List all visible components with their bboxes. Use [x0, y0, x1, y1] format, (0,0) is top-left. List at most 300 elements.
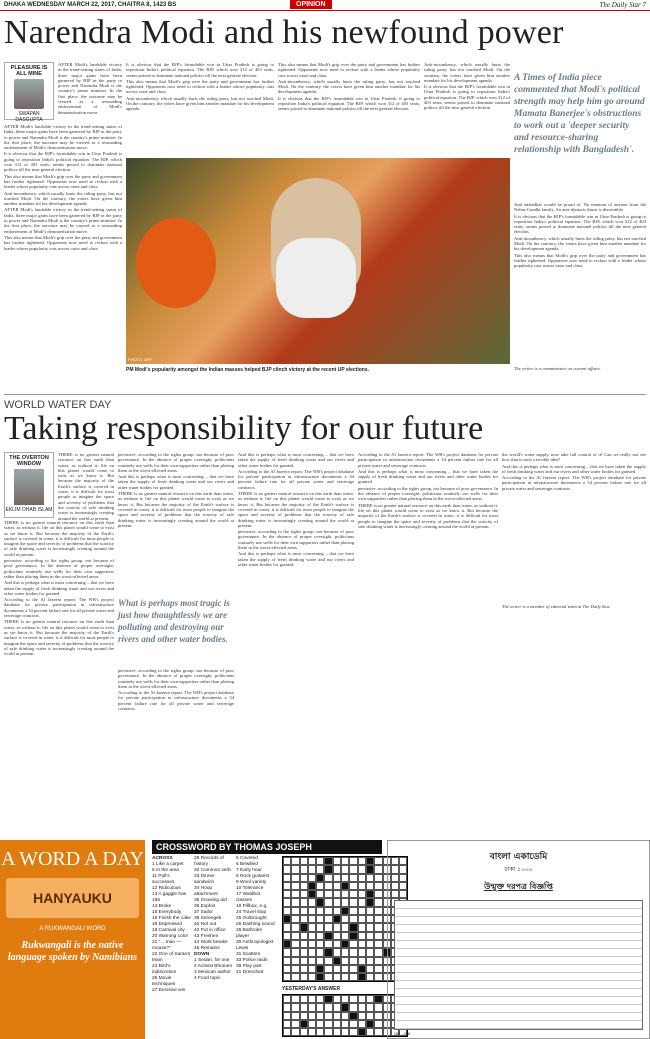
yesterday-title: YESTERDAY'S ANSWER [282, 986, 341, 992]
clue: 6 In the area [152, 868, 179, 873]
grid-cell[interactable] [291, 932, 299, 940]
answer-cell [324, 1003, 332, 1011]
clue: 19 Carnival city [152, 928, 185, 933]
bjp-sign [136, 218, 216, 308]
grid-cell[interactable] [349, 965, 357, 973]
grid-cell[interactable] [316, 923, 324, 931]
crossword-title: CROSSWORD BY THOMAS JOSEPH [152, 840, 382, 854]
grid-cell[interactable] [291, 973, 299, 981]
answer-cell [366, 1012, 374, 1020]
grid-cell[interactable] [316, 865, 324, 873]
answer-cell [316, 1028, 324, 1036]
grid-cell[interactable] [300, 932, 308, 940]
answer-cell [333, 1020, 341, 1028]
grid-cell[interactable] [300, 890, 308, 898]
answer-cell [300, 1012, 308, 1020]
grid-cell[interactable] [374, 948, 382, 956]
author-photo [14, 79, 44, 109]
clue: 4 Food topic [194, 976, 221, 981]
grid-cell[interactable] [366, 898, 374, 906]
grid-cell[interactable] [300, 923, 308, 931]
answer-cell [349, 1003, 357, 1011]
grid-cell[interactable] [358, 965, 366, 973]
clue: 28 Bathrobe player [236, 928, 263, 939]
grid-cell[interactable] [300, 898, 308, 906]
clue: 1 Like a carpet [152, 862, 184, 867]
grid-cell[interactable] [358, 857, 366, 865]
grid-cell[interactable] [333, 857, 341, 865]
grid-cell[interactable] [374, 915, 382, 923]
grid-cell[interactable] [341, 940, 349, 948]
grid-cell[interactable] [333, 907, 341, 915]
clue: 38 Serengeti [194, 916, 222, 921]
grid-cell[interactable] [308, 865, 316, 873]
grid-cell[interactable] [324, 915, 332, 923]
grid-cell[interactable] [374, 857, 382, 865]
grid-cell[interactable] [324, 898, 332, 906]
answer-cell [341, 1012, 349, 1020]
clue: 1 Sedan, for one [194, 958, 230, 963]
grid-cell[interactable] [283, 965, 291, 973]
grid-cell[interactable] [341, 965, 349, 973]
clue: 8 Rock guitarist [236, 874, 270, 879]
grid-cell[interactable] [283, 890, 291, 898]
answer-cell [366, 1028, 374, 1036]
grid-cell[interactable] [283, 865, 291, 873]
grid-cell[interactable] [291, 865, 299, 873]
grid-cell[interactable] [283, 898, 291, 906]
grid-cell[interactable] [300, 907, 308, 915]
answer-cell [341, 995, 349, 1003]
grid-cell[interactable] [300, 865, 308, 873]
column-name-2: THE OVERTON WINDOW [9, 455, 49, 467]
answer-cell [308, 995, 316, 1003]
grid-cell[interactable] [366, 973, 374, 981]
grid-cell[interactable] [316, 874, 324, 882]
grid-cell[interactable] [283, 923, 291, 931]
grid-cell[interactable] [333, 940, 341, 948]
answer-cell [341, 1003, 349, 1011]
water-note: The writer is a member of editorial team at The Daily Star. [502, 604, 611, 609]
column-badge-2 [4, 452, 54, 518]
down-clues [236, 856, 276, 976]
grid-cell[interactable] [374, 865, 382, 873]
grid-cell[interactable] [366, 957, 374, 965]
grid-cell[interactable] [341, 890, 349, 898]
clue: 16 Finish the cake [152, 916, 191, 921]
answer-cell [374, 1028, 382, 1036]
clue: 31 Scatters [236, 952, 261, 957]
grid-cell[interactable] [341, 973, 349, 981]
answer-cell [358, 1028, 366, 1036]
answer-cell [316, 995, 324, 1003]
clue: 43 Freshen [194, 934, 219, 939]
divider [4, 394, 646, 395]
clue: 26 Dashing sound [236, 922, 275, 927]
grid-cell[interactable] [341, 857, 349, 865]
grid-cell[interactable] [308, 907, 316, 915]
grid-cell[interactable] [349, 857, 357, 865]
grid-cell[interactable] [333, 865, 341, 873]
grid-cell[interactable] [349, 940, 357, 948]
answer-cell [324, 1012, 332, 1020]
grid-cell[interactable] [333, 882, 341, 890]
answer-cell [374, 1003, 382, 1011]
grid-cell[interactable] [316, 965, 324, 973]
grid-cell[interactable] [324, 857, 332, 865]
grid-cell[interactable] [374, 973, 382, 981]
clue: 7 Early hour [236, 868, 262, 873]
grid-cell[interactable] [358, 973, 366, 981]
grid-cell[interactable] [341, 957, 349, 965]
grid-cell[interactable] [316, 957, 324, 965]
grid-cell[interactable] [300, 882, 308, 890]
grid-cell[interactable] [316, 973, 324, 981]
grid-cell[interactable] [308, 923, 316, 931]
grid-cell[interactable] [349, 915, 357, 923]
grid-cell[interactable] [308, 948, 316, 956]
grid-cell[interactable] [366, 948, 374, 956]
clue: 24 Travel stop [236, 910, 267, 915]
grid-cell[interactable] [308, 932, 316, 940]
grid-cell[interactable] [358, 940, 366, 948]
grid-cell[interactable] [341, 874, 349, 882]
grid-cell[interactable] [300, 973, 308, 981]
clue: 3 Mexican author [194, 970, 231, 975]
grid-cell[interactable] [283, 957, 291, 965]
grid-cell[interactable] [291, 907, 299, 915]
grid-cell[interactable] [333, 973, 341, 981]
grid-cell[interactable] [308, 874, 316, 882]
grid-cell[interactable] [324, 874, 332, 882]
grid-cell[interactable] [308, 898, 316, 906]
grid-cell[interactable] [283, 932, 291, 940]
modi-col5: And ambedkar would be proud of. No mention of anyone from the Nehru-Gandhi family. An anti-dynastic thrust is discernible. It is obvious that the BJP's formidable win in Uttar Pradesh is going to reposition India's political equation. The BJP, which won 312 of 403 seats, seems poised to dominate national politics till the next general election. Anti-incumbency, which usually hurts the ruling party, has not touched Modi. On the contrary, the voters have given him another mandate for his development agenda. This also means that Modi's grip over the party and government has further tightened. Opponents now need to reckon with a leader whose popularity cuts across caste and class. [514, 202, 646, 269]
page-header [0, 0, 650, 11]
grid-cell[interactable] [341, 923, 349, 931]
answer-cell [366, 1003, 374, 1011]
grid-cell[interactable] [341, 932, 349, 940]
notice-table [394, 900, 643, 1030]
answer-cell [333, 1003, 341, 1011]
grid-cell[interactable] [358, 948, 366, 956]
grid-cell[interactable] [316, 940, 324, 948]
grid-cell[interactable] [291, 948, 299, 956]
grid-cell[interactable] [316, 948, 324, 956]
clue: 42 Put in office [194, 928, 226, 933]
grid-cell[interactable] [333, 965, 341, 973]
notice-city: ঢাকা ১০০০ [504, 866, 533, 873]
grid-cell[interactable] [349, 907, 357, 915]
water-col1: THERE is no greater natural resource on this earth than water, as without it, life on this planet would come to exist as we know it. But because the majority of the Earth's surface is covered in water, it is difficult for most people to imagine the space and severity of problems that the scarcity of safe drinking water is increasingly creating around the world at present. pervasive, according to the rights group, not because of poor governance. In the absence of proper oversight, politicians routinely use wells for their own supporters rather than placing them in the worst-affected areas. And this is perhaps what is most concerning – that we have taken the supply of fresh drinking water and our rivers and other water bodies for granted. According to the Al Jazeera report: The WB's project database for private participation in infrastructure documents a 34 percent failure rate for all private water and sewerage contracts. THERE is no greater natural resource on this earth than water, as without it, life on this planet would come to exist as we know it. But because the majority of the Earth's surface is covered in water, it is difficult for most people to imagine the space and severity of problems that the scarcity of safe drinking water is increasingly creating around the world at present. [4, 520, 114, 657]
clue: 10 Tolerance [236, 886, 264, 891]
water-col1-top: THERE is no greater natural resource on this earth than water, as without it, life on this planet would come to exist as we know it. But because the majority of the Earth's surface is covered in water, it is difficult for most people to imagine the space and severity of problems that the scarcity of safe drinking water is increasingly creating around the world at present. [58, 452, 114, 521]
answer-cell [300, 1020, 308, 1028]
grid-cell[interactable] [308, 882, 316, 890]
grid-cell[interactable] [291, 915, 299, 923]
grid-cell[interactable] [333, 957, 341, 965]
grid-cell[interactable] [333, 890, 341, 898]
modi-note: The writer is a commentator on current affairs. [514, 366, 601, 371]
grid-cell[interactable] [291, 957, 299, 965]
grid-cell[interactable] [366, 923, 374, 931]
answer-cell [291, 995, 299, 1003]
answer-cell [291, 1028, 299, 1036]
clue: 18 Depressed [152, 922, 182, 927]
answer-cell [358, 1003, 366, 1011]
grid-cell[interactable] [358, 907, 366, 915]
aword-definition: Rukwangali is the native language spoken by Namibians [7, 940, 138, 963]
grid-cell[interactable] [300, 940, 308, 948]
answer-cell [316, 1020, 324, 1028]
water-col2: pervasive, according to the rights group, not because of poor governance. In the absence of proper oversight, politicians routinely use wells for their own supporters rather than placing them in the worst-affected areas. And this is perhaps what is most concerning – that we have taken the supply of fresh drinking water and our rivers and other water bodies for granted. THERE is no greater natural resource on this earth than water, as without it, life on this planet would come to exist as we know it. But because the majority of the Earth's surface is covered in water, it is difficult for most people to imagine the space and severity of problems that the scarcity of safe drinking water is increasingly creating around the world at present. [118, 452, 234, 528]
answer-cell [300, 995, 308, 1003]
grid-cell[interactable] [341, 907, 349, 915]
clue: 27 Decisive win [152, 988, 186, 993]
grid-cell[interactable] [366, 857, 374, 865]
grid-cell[interactable] [316, 857, 324, 865]
grid-cell[interactable] [324, 932, 332, 940]
grid-cell[interactable] [283, 940, 291, 948]
grid-cell[interactable] [366, 932, 374, 940]
across-clues-2: 29 Records of history 32 Common verb 33 Dinner sandwich 34 Hoop attachment 35 Snowing aid 36 Exploit 37 Sailor 38 Serengeti 40 Not out 42 Put in office 43 Freshen 44 Work breaks 45 Remains DOWN 1 Sedan, for one 2 Activist Bhumen 3 Mexican author 4 Food topic [194, 856, 233, 981]
grid-cell[interactable] [349, 874, 357, 882]
answer-cell [333, 995, 341, 1003]
aword-word: HANYAUKU [6, 878, 139, 918]
modi-col1: AFTER Modi's landslide victory in the trend-setting states of India, three major gains have been garnered by BJP in the party to power and Narendra Modi is the country's prime minister. In the first place, the outcome may be viewed as a resounding endorsement of Modi's demonetisation move. It is obvious that the BJP's formidable win in Uttar Pradesh is going to reposition India's political equation. The BJP, which won 312 of 403 seats, seems poised to dominate national politics till the next general election. This also means that Modi's grip over the party and government has further tightened. Opponents now need to reckon with a leader whose popularity cuts across caste and class. Anti-incumbency, which usually hurts the ruling party, has not touched Modi. On the contrary, the voters have given him another mandate for his development agenda. AFTER Modi's landslide victory in the trend-setting states of India, three major gains have been garnered by BJP in the party to power and Narendra Modi is the country's prime minister. In the first place, the outcome may be viewed as a resounding endorsement of Modi's demonetisation move. This also means that Modi's grip over the party and government has further tightened. Opponents now need to reckon with a leader whose popularity cuts across caste and class. [4, 124, 122, 251]
grid-cell[interactable] [374, 923, 382, 931]
grid-cell[interactable] [366, 965, 374, 973]
grid-cell[interactable] [349, 932, 357, 940]
water-col5: the world's water supply, now take full control of it! Can we really not see how that is such a terrible idea? And this is perhaps what is most concerning – that we have taken the supply of fresh drinking water and our rivers and other water bodies for granted. According to the Al Jazeera report: The WB's project database for private participation in infrastructure documents a 34 percent failure rate for all private water and sewerage contracts. [502, 452, 646, 491]
grid-cell[interactable] [291, 940, 299, 948]
clue: 33 Police raids [236, 958, 268, 963]
grid-cell[interactable] [366, 907, 374, 915]
grid-cell[interactable] [324, 957, 332, 965]
answer-cell [374, 995, 382, 1003]
grid-cell[interactable] [308, 915, 316, 923]
clue: 39 Play part [236, 964, 262, 969]
clue: 33 Dinner sandwich [194, 874, 215, 885]
grid-cell[interactable] [358, 923, 366, 931]
grid-cell[interactable] [349, 898, 357, 906]
modi-col2: It is obvious that the BJP's formidable win in Uttar Pradesh is going to reposition India's political equation. The BJP, which won 312 of 403 seats, seems poised to dominate national politics till the next general election. This also means that Modi's grip over the party and government has further tightened. Opponents now need to reckon with a leader whose popularity cuts across caste and class. Anti-incumbency, which usually hurts the ruling party, has not touched Modi. On the contrary, the voters have given him another mandate for his development agenda. [126, 62, 274, 112]
grid-cell[interactable] [341, 865, 349, 873]
grid-cell[interactable] [358, 882, 366, 890]
answer-cell [366, 1020, 374, 1028]
grid-cell[interactable] [283, 882, 291, 890]
grid-cell[interactable] [316, 915, 324, 923]
clue: 25 Movie techniques [152, 976, 176, 987]
grid-cell[interactable] [349, 948, 357, 956]
clue: 11 Poll's successes [152, 874, 175, 885]
water-col4: According to the Al Jazeera report: The WB's project database for private participation in infrastructure documents a 34 percent failure rate for all private water and sewerage contracts. And this is perhaps what is most concerning – that we have taken the supply of fresh drinking water and our rivers and other water bodies for granted. pervasive, according to the rights group, not because of poor governance. In the absence of proper oversight, politicians routinely use wells for their own supporters rather than placing them in the worst-affected areas. THERE is no greater natural resource on this earth than water, as without it, life on this planet would come to exist as we know it. But because the majority of the Earth's surface is covered in water, it is difficult for most people to imagine the space and severity of problems that the scarcity of safe drinking water is increasingly creating around the world at present. [358, 452, 498, 529]
clue: 15 Everybody [152, 910, 182, 915]
clue: 30 Anthropologist Lewis [236, 940, 274, 951]
answer-cell [300, 1003, 308, 1011]
grid-cell[interactable] [358, 957, 366, 965]
grid-cell[interactable] [374, 940, 382, 948]
grid-cell[interactable] [291, 923, 299, 931]
grid-cell[interactable] [374, 957, 382, 965]
answer-cell [349, 1020, 357, 1028]
grid-cell[interactable] [308, 890, 316, 898]
column-name: PLEASURE IS ALL MINE [10, 65, 48, 77]
clue: 36 Exploit [194, 904, 216, 909]
grid-cell[interactable] [366, 882, 374, 890]
grid-cell[interactable] [374, 890, 382, 898]
answer-cell [283, 995, 291, 1003]
answer-cell [358, 1012, 366, 1020]
author-byline: SWAPAN DASGUPTA [15, 111, 43, 123]
grid-cell[interactable] [324, 907, 332, 915]
grid-cell[interactable] [324, 923, 332, 931]
grid-cell[interactable] [358, 890, 366, 898]
modi-col3: This also means that Modi's grip over the party and government has further tightened. Opponents now need to reckon with a leader whose popularity cuts across caste and class. Anti-incumbency, which usually hurts the ruling party, has not touched Modi. On the contrary, the voters have given him another mandate for his development agenda. It is obvious that the BJP's formidable win in Uttar Pradesh is going to reposition India's political equation. The BJP, which won 312 of 403 seats, seems poised to dominate national politics till the next general election. [278, 62, 420, 112]
grid-cell[interactable] [300, 915, 308, 923]
clue: 34 Hoop attachment [194, 886, 218, 897]
grid-cell[interactable] [308, 940, 316, 948]
clue: 24 Bird's indiscretion [152, 964, 177, 975]
grid-cell[interactable] [333, 898, 341, 906]
grid-cell[interactable] [349, 923, 357, 931]
grid-cell[interactable] [333, 948, 341, 956]
grid-cell[interactable] [333, 923, 341, 931]
grid-cell[interactable] [283, 907, 291, 915]
grid-cell[interactable] [374, 932, 382, 940]
grid-cell[interactable] [291, 898, 299, 906]
grid-cell[interactable] [291, 882, 299, 890]
answer-cell [341, 1020, 349, 1028]
answer-cell [333, 1028, 341, 1036]
grid-cell[interactable] [300, 857, 308, 865]
grid-cell[interactable] [291, 965, 299, 973]
answer-cell [308, 1012, 316, 1020]
grid-cell[interactable] [308, 857, 316, 865]
grid-cell[interactable] [300, 874, 308, 882]
photo-credit: PHOTO: AFP [128, 357, 152, 362]
grid-cell[interactable] [349, 890, 357, 898]
grid-cell[interactable] [283, 857, 291, 865]
grid-cell[interactable] [374, 898, 382, 906]
grid-cell[interactable] [283, 973, 291, 981]
answer-cell [300, 1028, 308, 1036]
grid-cell[interactable] [324, 948, 332, 956]
clue: 9 Wool variety [236, 880, 267, 885]
answer-cell [283, 1028, 291, 1036]
grid-cell[interactable] [366, 874, 374, 882]
grid-cell[interactable] [341, 948, 349, 956]
grid-cell[interactable] [308, 973, 316, 981]
across-clues: ACROSS 1 Like a carpet 6 In the area 11 Poll's successes 12 Ridiculous 13 A gaggle has 186 14 Broke 15 Everybody 16 Finish the cake 18 Depressed 19 Carnival city 20 Warning color 21 "... man — mouse?" 22 One of Santa's team 24 Bird's indiscretion 25 Movie techniques 27 Decisive win [152, 856, 191, 993]
grid-cell[interactable] [300, 948, 308, 956]
grid-cell[interactable] [341, 915, 349, 923]
grid-cell[interactable] [308, 957, 316, 965]
clue: 25 Outbrought [236, 916, 267, 921]
water-pullquote: What is perhaps most tragic is just how thoughtlessly we are polluting and destroying our rivers and other water bodies. [118, 598, 230, 644]
grid-cell[interactable] [341, 898, 349, 906]
grid-cell[interactable] [316, 907, 324, 915]
answer-cell [308, 1028, 316, 1036]
grid-cell[interactable] [283, 948, 291, 956]
grid-cell[interactable] [358, 932, 366, 940]
grid-cell[interactable] [374, 874, 382, 882]
grid-cell[interactable] [349, 865, 357, 873]
grid-cell[interactable] [324, 890, 332, 898]
answer-cell [308, 1020, 316, 1028]
grid-cell[interactable] [374, 882, 382, 890]
grid-cell[interactable] [358, 874, 366, 882]
kicker-water-day: WORLD WATER DAY [4, 399, 112, 411]
grid-cell[interactable] [358, 865, 366, 873]
answer-cell [291, 1003, 299, 1011]
grid-cell[interactable] [324, 940, 332, 948]
answer-cell [349, 995, 357, 1003]
grid-cell[interactable] [333, 874, 341, 882]
grid-cell[interactable] [374, 907, 382, 915]
clue: 35 Snowing aid [194, 898, 227, 903]
grid-cell[interactable] [300, 957, 308, 965]
answer-cell [283, 1020, 291, 1028]
answer-cell [374, 1020, 382, 1028]
clue: 2 Activist Bhumen [194, 964, 233, 969]
grid-cell[interactable] [333, 932, 341, 940]
notice-footer: GD - 498 [394, 1031, 411, 1036]
grid-cell[interactable] [349, 973, 357, 981]
grid-cell[interactable] [366, 915, 374, 923]
grid-cell[interactable] [300, 965, 308, 973]
grid-cell[interactable] [324, 882, 332, 890]
grid-cell[interactable] [324, 965, 332, 973]
grid-cell[interactable] [333, 915, 341, 923]
aword-title: A WORD A DAY [1, 848, 144, 870]
grid-cell[interactable] [366, 940, 374, 948]
dateline: DHAKA WEDNESDAY MARCH 22, 2017, CHAITRA 8, 1423 BS [4, 2, 177, 8]
grid-cell[interactable] [358, 898, 366, 906]
grid-cell[interactable] [366, 890, 374, 898]
grid-cell[interactable] [308, 965, 316, 973]
grid-cell[interactable] [349, 882, 357, 890]
grid-cell[interactable] [324, 973, 332, 981]
grid-cell[interactable] [283, 874, 291, 882]
grid-cell[interactable] [358, 915, 366, 923]
answer-cell [291, 1020, 299, 1028]
grid-cell[interactable] [316, 932, 324, 940]
grid-cell[interactable] [291, 857, 299, 865]
grid-cell[interactable] [341, 882, 349, 890]
grid-cell[interactable] [316, 882, 324, 890]
grid-cell[interactable] [349, 957, 357, 965]
clue: 17 Waldbot classes [236, 892, 261, 903]
grid-cell[interactable] [316, 890, 324, 898]
answer-cell [291, 1012, 299, 1020]
grid-cell[interactable] [291, 890, 299, 898]
clue: 21 "... man — mouse?" [152, 940, 182, 951]
grid-cell[interactable] [374, 965, 382, 973]
grid-cell[interactable] [283, 915, 291, 923]
answer-cell [374, 1012, 382, 1020]
aword-subtitle: A RUKWANGALI WORD [39, 926, 106, 932]
beard-shape [276, 238, 356, 318]
grid-cell[interactable] [324, 865, 332, 873]
clue: 13 A gaggle has 186 [152, 892, 187, 903]
grid-cell[interactable] [366, 865, 374, 873]
headline-modi: Narendra Modi and his newfound power [4, 14, 564, 51]
grid-cell[interactable] [291, 874, 299, 882]
grid-cell[interactable] [316, 898, 324, 906]
section-label: OPINION [290, 0, 332, 9]
answer-cell [324, 995, 332, 1003]
